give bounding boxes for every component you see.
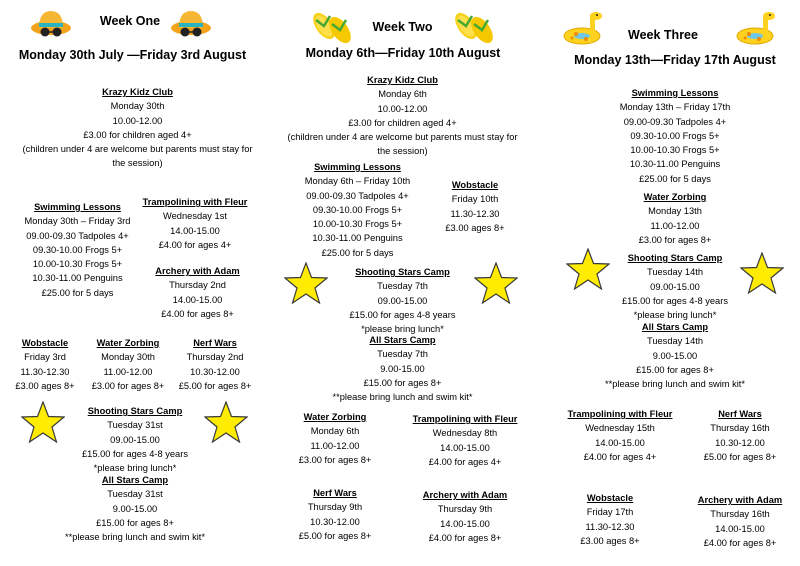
trampolining-detail-line: £4.00 for ages 4+ (158, 239, 232, 250)
krazy-detail-line: £3.00 for children aged 4+ (83, 129, 192, 140)
allstars-detail-line: £15.00 for ages 8+ (636, 364, 714, 375)
allstars-detail-line: **please bring lunch and swim kit* (332, 392, 473, 403)
swimming-heading: Swimming Lessons (631, 88, 719, 98)
week-two-archery (410, 488, 520, 545)
nerf-detail-line: 10.30-12.00 (310, 516, 360, 527)
week-one-water-zorbing (88, 336, 168, 393)
week-two-dates: Monday 6th—Friday 10th August (305, 46, 501, 60)
trampolining-detail-line: £4.00 for ages 4+ (428, 456, 502, 467)
swimming-detail-line: 10.30-11.00 Penguins (629, 159, 721, 170)
krazy-detail-line: Monday 30th (110, 101, 165, 112)
week-one-krazy-kidz-club (20, 85, 255, 171)
zorbing-detail-line: 11.00-12.00 (103, 366, 153, 377)
shooting-detail-line: £15.00 for ages 4-8 years (622, 295, 728, 306)
trampolining-detail-line: 14.00-15.00 (170, 225, 220, 236)
wobstacle-detail-line: 11.30-12.30 (450, 208, 500, 219)
krazy-detail-line: (children under 4 are welcome but parents must stay for (22, 144, 253, 155)
allstars-detail-line: £15.00 for ages 8+ (363, 377, 442, 388)
shooting-detail-line: £15.00 for ages 4-8 years (82, 448, 188, 459)
allstars-detail-line: Tuesday 31st (107, 489, 163, 500)
week-two-title: Week Two (372, 20, 433, 34)
nerf-detail-line: Thursday 9th (307, 502, 363, 513)
week-three-wobstacle (565, 491, 655, 548)
zorbing-detail-line: Monday 6th (310, 426, 360, 437)
allstars-detail-line: 9.00-15.00 (112, 503, 158, 514)
star-icon (204, 401, 248, 443)
week-three-all-stars-camp (590, 320, 760, 391)
shooting-heading: Shooting Stars Camp (627, 253, 723, 263)
star-icon (566, 248, 610, 290)
trampolining-detail-line: 14.00-15.00 (440, 442, 490, 453)
nerf-detail-line: £5.00 for ages 8+ (298, 530, 372, 541)
shooting-detail-line: £15.00 for ages 4-8 years (349, 309, 456, 320)
allstars-detail-line: **please bring lunch and swim kit* (604, 379, 746, 390)
trampolining-heading: Trampolining with Fleur (142, 197, 248, 207)
zorbing-detail-line: Monday 13th (648, 206, 702, 217)
week-three-nerf-wars (700, 407, 780, 464)
wobstacle-heading: Wobstacle (586, 493, 634, 503)
swimming-detail-line: 09.00-09.30 Tadpoles 4+ (306, 190, 409, 201)
swimming-detail-line: 10.00-10.30 Frogs 5+ (312, 219, 403, 230)
allstars-heading: All Stars Camp (369, 335, 436, 345)
archery-detail-line: 14.00-15.00 (715, 523, 765, 534)
shooting-detail-line: 09.00-15.00 (377, 295, 428, 306)
krazy-detail-line: the session) (377, 146, 428, 157)
star-icon (21, 401, 65, 443)
wobstacle-detail-line: £3.00 ages 8+ (445, 222, 505, 233)
allstars-detail-line: **please bring lunch and swim kit* (64, 532, 206, 543)
zorbing-detail-line: £3.00 for ages 8+ (298, 454, 372, 465)
week-one-title: Week One (99, 14, 161, 28)
archery-detail-line: £4.00 for ages 8+ (428, 532, 502, 543)
archery-detail-line: £4.00 for ages 8+ (703, 537, 777, 548)
swimming-detail-line: £25.00 for 5 days (321, 247, 394, 258)
week-three-title: Week Three (628, 28, 698, 42)
shooting-detail-line: *please bring lunch* (93, 463, 177, 474)
archery-detail-line: Thursday 2nd (169, 280, 226, 291)
wobstacle-heading: Wobstacle (451, 180, 499, 190)
shooting-detail-line: 09.00-15.00 (650, 281, 700, 292)
allstars-detail-line: £15.00 for ages 8+ (96, 517, 174, 528)
week-one-dates: Monday 30th July —Friday 3rd August (18, 48, 247, 62)
star-icon (474, 262, 518, 304)
week-one-nerf-wars (175, 336, 255, 393)
krazy-detail-line: 10.00-12.00 (112, 115, 163, 126)
week-two-water-zorbing (290, 410, 380, 467)
allstars-detail-line: 9.00-15.00 (652, 350, 698, 361)
star-icon (284, 262, 328, 304)
wobstacle-detail-line: £3.00 ages 8+ (15, 380, 75, 391)
zorbing-heading: Water Zorbing (96, 338, 160, 348)
trampolining-detail-line: Wednesday 15th (585, 423, 655, 434)
week-one-trampolining (140, 195, 250, 252)
archery-detail-line: 14.00-15.00 (172, 294, 223, 305)
zorbing-heading: Water Zorbing (643, 192, 707, 202)
wobstacle-detail-line: Friday 3rd (24, 352, 66, 363)
week-three-trampolining (560, 407, 680, 464)
wobstacle-detail-line: Friday 17th (586, 507, 634, 518)
archery-heading: Archery with Adam (697, 495, 783, 505)
zorbing-detail-line: 11.00-12.00 (650, 220, 700, 231)
allstars-heading: All Stars Camp (641, 322, 709, 332)
week-two-swimming-lessons (295, 160, 420, 260)
week-two-krazy-kidz-club (285, 73, 520, 159)
nerf-detail-line: Thursday 2nd (186, 352, 244, 363)
swimming-detail-line: 09.30-10.00 Frogs 5+ (32, 244, 123, 255)
swimming-detail-line: 09.30-10.00 Frogs 5+ (630, 130, 720, 141)
week-three-swimming-lessons (605, 86, 745, 186)
shooting-detail-line: Tuesday 31st (107, 420, 163, 431)
swimming-heading: Swimming Lessons (314, 162, 401, 172)
shooting-heading: Shooting Stars Camp (87, 406, 183, 416)
archery-detail-line: £4.00 for ages 8+ (161, 308, 234, 319)
week-two-nerf-wars (290, 486, 380, 543)
wobstacle-detail-line: 11.30-12.30 (20, 366, 70, 377)
swimming-detail-line: 10.00-10.30 Frogs 5+ (32, 259, 123, 270)
trampolining-heading: Trampolining with Fleur (567, 409, 673, 419)
week-two-trampolining (405, 412, 525, 469)
nerf-heading: Nerf Wars (313, 488, 357, 498)
swimming-detail-line: 10.00-10.30 Frogs 5+ (630, 145, 720, 156)
week-two-wobstacle (435, 178, 515, 235)
star-icon (740, 252, 784, 294)
krazy-heading: Krazy Kidz Club (367, 75, 438, 85)
week-three-water-zorbing (630, 190, 720, 247)
archery-heading: Archery with Adam (422, 490, 508, 500)
swimming-detail-line: 10.30-11.00 Penguins (32, 273, 123, 284)
shooting-detail-line: *please bring lunch* (633, 310, 717, 321)
week-one-all-stars-camp (55, 473, 215, 544)
nerf-heading: Nerf Wars (718, 409, 762, 419)
zorbing-detail-line: Monday 30th (101, 352, 155, 363)
archery-detail-line: Thursday 16th (710, 509, 770, 520)
archery-detail-line: 14.00-15.00 (440, 518, 490, 529)
nerf-detail-line: 10.30-12.00 (190, 366, 240, 377)
week-two-all-stars-camp (320, 333, 485, 404)
wobstacle-detail-line: 11.30-12.30 (585, 521, 635, 532)
swimming-detail-line: 10.30-11.00 Penguins (312, 233, 403, 244)
week-three-dates: Monday 13th—Friday 17th August (574, 53, 776, 67)
archery-heading: Archery with Adam (155, 266, 240, 276)
zorbing-detail-line: £3.00 for ages 8+ (638, 234, 712, 245)
week-one-archery (145, 264, 250, 321)
shooting-detail-line: Tuesday 14th (647, 267, 703, 278)
sun-hat-sunglasses-icon (30, 8, 74, 42)
swimming-detail-line: £25.00 for 5 days (41, 287, 114, 298)
allstars-heading: All Stars Camp (101, 475, 169, 485)
swimming-detail-line: £25.00 for 5 days (639, 173, 711, 184)
shooting-heading: Shooting Stars Camp (355, 267, 450, 277)
wobstacle-detail-line: Friday 10th (451, 194, 499, 205)
archery-detail-line: Thursday 9th (437, 504, 493, 515)
sun-hat-sunglasses-icon (170, 8, 214, 42)
zorbing-heading: Water Zorbing (303, 412, 367, 422)
week-two-shooting-stars-camp (335, 265, 470, 336)
allstars-detail-line: Tuesday 7th (377, 349, 428, 360)
krazy-detail-line: the session) (112, 158, 163, 169)
trampolining-detail-line: 14.00-15.00 (595, 437, 645, 448)
wobstacle-detail-line: £3.00 ages 8+ (580, 535, 640, 546)
trampolining-detail-line: £4.00 for ages 4+ (583, 451, 657, 462)
week-three-archery (685, 493, 795, 550)
allstars-detail-line: Tuesday 14th (647, 336, 703, 347)
flip-flops-icon (452, 10, 496, 50)
trampolining-heading: Trampolining with Fleur (412, 414, 518, 424)
shooting-detail-line: 09.00-15.00 (110, 434, 160, 445)
trampolining-detail-line: Wednesday 8th (432, 428, 498, 439)
flip-flops-icon (310, 10, 354, 50)
nerf-heading: Nerf Wars (193, 338, 237, 348)
week-three-shooting-stars-camp (605, 251, 745, 322)
inflatable-giraffe-ring-icon (733, 10, 777, 46)
zorbing-detail-line: 11.00-12.00 (310, 440, 360, 451)
swimming-detail-line: Monday 30th – Friday 3rd (24, 216, 131, 227)
krazy-detail-line: 10.00-12.00 (377, 103, 428, 114)
nerf-detail-line: Thursday 16th (710, 423, 770, 434)
week-one-wobstacle (10, 336, 80, 393)
nerf-detail-line: £5.00 for ages 8+ (703, 451, 777, 462)
inflatable-giraffe-ring-icon (560, 10, 604, 46)
nerf-detail-line: 10.30-12.00 (715, 437, 765, 448)
shooting-detail-line: *please bring lunch* (361, 324, 444, 335)
trampolining-detail-line: Wednesday 1st (163, 211, 227, 222)
nerf-detail-line: £5.00 for ages 8+ (178, 380, 252, 391)
allstars-detail-line: 9.00-15.00 (380, 363, 425, 374)
swimming-detail-line: 09.30-10.00 Frogs 5+ (312, 204, 403, 215)
krazy-heading: Krazy Kidz Club (102, 87, 173, 97)
shooting-detail-line: Tuesday 7th (377, 281, 428, 292)
swimming-detail-line: 09.00-09.30 Tadpoles 4+ (26, 230, 129, 241)
week-one-swimming-lessons (15, 200, 140, 300)
wobstacle-heading: Wobstacle (21, 338, 69, 348)
swimming-detail-line: Monday 13th – Friday 17th (619, 102, 731, 113)
swimming-heading: Swimming Lessons (34, 202, 121, 212)
krazy-detail-line: Monday 6th (378, 89, 427, 100)
swimming-detail-line: 09.00-09.30 Tadpoles 4+ (623, 116, 727, 127)
week-one-shooting-stars-camp (70, 404, 200, 475)
zorbing-detail-line: £3.00 for ages 8+ (91, 380, 165, 391)
swimming-detail-line: Monday 6th – Friday 10th (304, 176, 411, 187)
krazy-detail-line: £3.00 for children aged 4+ (348, 117, 457, 128)
krazy-detail-line: (children under 4 are welcome but parents must stay for (287, 132, 518, 143)
